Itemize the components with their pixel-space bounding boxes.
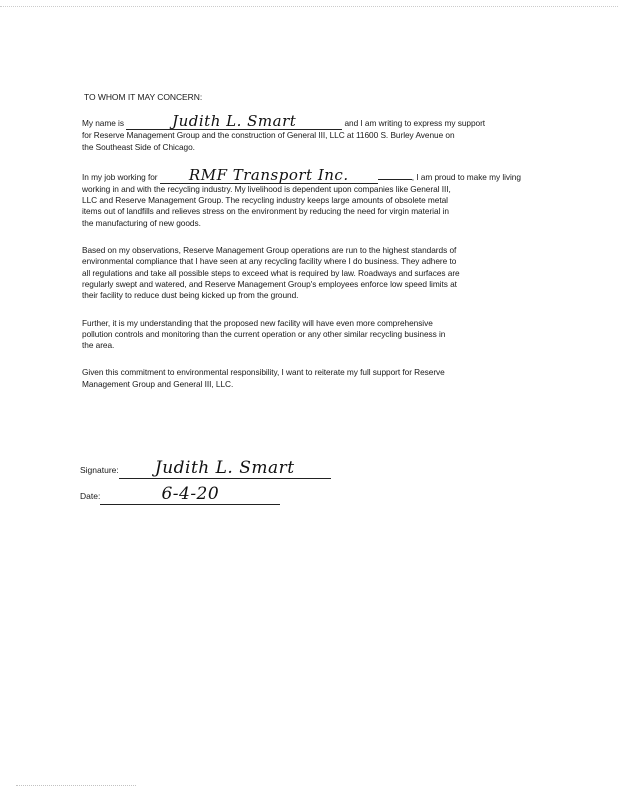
- job-line-5: the manufacturing of new goods.: [82, 217, 201, 228]
- date-field: [100, 486, 280, 505]
- job-line-1: [82, 165, 532, 184]
- company-field: [160, 165, 378, 184]
- date-label: Date:: [80, 491, 101, 501]
- date-row: [80, 486, 380, 512]
- handwritten-name: Judith L. Smart: [172, 112, 297, 131]
- scan-noise-bottom: [16, 785, 136, 789]
- obs-line-2: environmental compliance that I have seen at any recycling facility where I do business. They adhere to: [82, 256, 457, 267]
- job-tail: , I am proud to make my living: [411, 171, 521, 182]
- name-field: [126, 112, 342, 131]
- und-line-3: the area.: [82, 340, 115, 351]
- paragraph-observations: [82, 245, 532, 301]
- signature-field: [119, 460, 331, 479]
- intro-lead: My name is: [82, 118, 124, 129]
- paragraph-intro: [82, 112, 532, 153]
- job-line-3: LLC and Reserve Management Group. The recycling industry keeps large amounts of obsolete metal: [82, 195, 448, 206]
- scan-noise-top: [0, 6, 618, 11]
- paragraph-job: [82, 165, 532, 229]
- job-line-4: items out of landfills and relieves stress on the environment by reducing the need for virgin material in: [82, 206, 449, 217]
- handwritten-date: 6-4-20: [161, 484, 220, 504]
- obs-line-4: regularly swept and watered, and Reserve Management Group's employees enforce low speed limits at: [82, 278, 457, 289]
- handwritten-company: RMF Transport Inc.: [188, 165, 349, 184]
- com-line-1: Given this commitment to environmental responsibility, I want to reiterate my full support for Reserve: [82, 367, 445, 378]
- company-field-extension: [378, 179, 412, 180]
- intro-line-1: [82, 112, 532, 131]
- intro-tail: and I am writing to express my support: [344, 118, 486, 129]
- paragraph-understanding: [82, 318, 532, 352]
- paragraph-commitment: [82, 367, 532, 390]
- job-lead: In my job working for: [82, 171, 158, 182]
- und-line-2: pollution controls and monitoring than the current operation or any other similar recycling business in: [82, 328, 446, 339]
- obs-line-1: Based on my observations, Reserve Management Group operations are run to the highest standards of: [82, 245, 457, 256]
- obs-line-3: all regulations and take all possible steps to exceed what is required by law. Roadways and surfaces are: [82, 267, 460, 278]
- obs-line-5: their facility to reduce dust being kicked up from the ground.: [82, 290, 299, 301]
- handwritten-signature: Judith L. Smart: [154, 458, 295, 478]
- signature-row: [80, 460, 380, 486]
- signature-block: [80, 460, 380, 512]
- und-line-1: Further, it is my understanding that the proposed new facility will have even more comprehensive: [82, 317, 433, 328]
- signature-label: Signature:: [80, 465, 119, 475]
- job-line-2: working in and with the recycling industry. My livelihood is dependent upon companies like General III,: [82, 183, 451, 194]
- salutation: TO WHOM IT MAY CONCERN:: [84, 92, 203, 102]
- intro-line-2: for Reserve Management Group and the construction of General III, LLC at 11600 S. Burley Avenue on: [82, 130, 455, 141]
- intro-line-3: the Southeast Side of Chicago.: [82, 141, 195, 152]
- letter-body: [82, 92, 532, 406]
- com-line-2: Management Group and General III, LLC.: [82, 378, 234, 389]
